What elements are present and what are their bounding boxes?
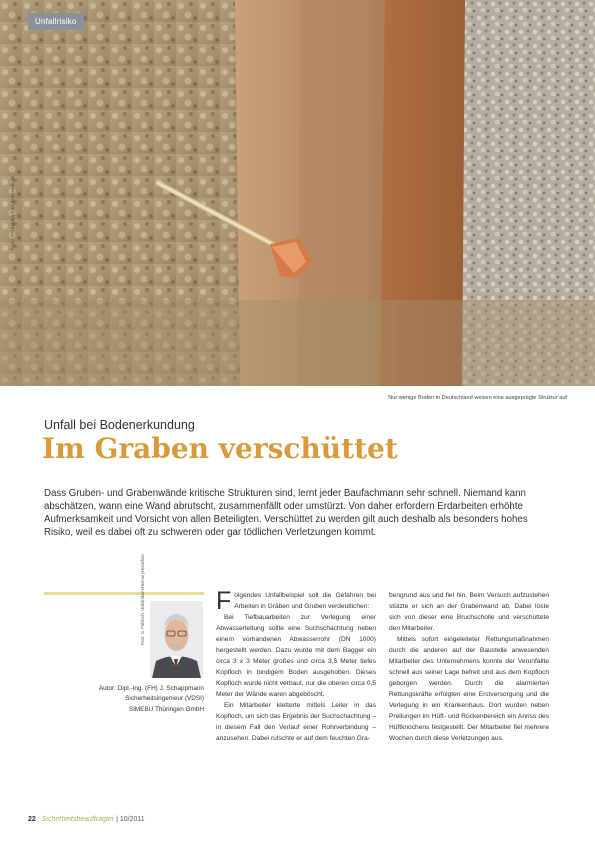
- author-box: [44, 684, 204, 715]
- paragraph: Mittels sofort eingeleiteter Rettungsmaßnahmen durch die anderen auf der Baustelle anwesenden Mitarbeiter des Unternehmens konnte der Verunfallte schnell aus seiner Lage befreit und aus dem Kopfloch geborgen werden. Durch die alarmierten Rettungskräfte erfolgten eine Erstversorgung und die Verlegung in ein Krankenhaus. Dort wurden neben Prellungen im Hüft- und Rückenbereich ein Anriss des Hüftknochens festgestellt. Der Mitarbeiter fiel mehrere Wochen durch diese Verletzungen aus.: [389, 636, 549, 742]
- author-portrait-image: [150, 601, 203, 678]
- photo-credit: Foto: ©Frankhöpfner.de/pixelio.de: [10, 175, 15, 250]
- author-portrait: [150, 601, 203, 678]
- divider-rule: [44, 592, 204, 595]
- hero-photo: [0, 0, 595, 386]
- paragraph-text: olgendes Unfallbeispiel soll die Gefahren bei Arbeiten in Gräben und Gruben verdeutlichen:: [234, 592, 376, 610]
- article-column-1: [216, 587, 376, 744]
- paragraph: Bei Tiefbauarbeiten zur Verlegung einer Abwasserleitung sollte eine Suchschachtung neben einem vorhandenen Abwasserrohr (DN 1000) hergestellt werden. Dazu wurde mit dem Bagger ein circa 3 x 3 Meter großes und circa 3,5 Meter tiefes Kopfloch in bindigem Boden ausgehoben. Dieses Kopfloch wurde nicht verbaut, nur die oberen circa 0,5 Meter der Wände waren abgeböscht.: [216, 614, 376, 698]
- page-number: 22: [28, 816, 36, 823]
- magazine-name: Sicherheitsbeauftragter: [41, 816, 115, 823]
- author-line-name: Autor: Dipl.-Ing. (FH) J. Schappmann: [98, 685, 204, 692]
- paragraph: [216, 587, 376, 615]
- article-column-2: [389, 590, 549, 744]
- author-line-company: SIMEBU Thüringen GmbH: [128, 705, 204, 713]
- portrait-credit: Foto: G. Fühlisch, Uniklinikum/Heimat pressefoto: [140, 554, 145, 645]
- article-kicker: Unfall bei Bodenerkundung: [44, 418, 195, 432]
- trench-image: [0, 0, 595, 386]
- paragraph: bengrund aus und fiel hin. Beim Versuch aufzustehen stützte er sich an der Grabenwand ab. Dabei löste sich von dieser eine Bruchscholle und verschüttete den Mitarbeiter.: [389, 592, 549, 632]
- drop-cap: F: [216, 587, 232, 615]
- section-tag: Unfallrisiko: [28, 13, 84, 30]
- article-title: Im Graben verschüttet: [42, 432, 398, 465]
- paragraph: Ein Mitarbeiter kletterte mittels Leiter in das Kopfloch, um sich das Ergebnis der Suchschachtung – in diesem Fall den Verlauf einer Rohrverbindung – anzusehen. Dabei rutschte er auf dem feuchten Gra-: [216, 702, 376, 742]
- author-line-title: Sicherheitsingenieur (VDSI): [125, 695, 204, 703]
- issue-number: | 10/2011: [116, 816, 145, 823]
- article-lead: Dass Gruben- und Grabenwände kritische Strukturen sind, lernt jeder Baufachmann sehr schnell. Niemand kann abschätzen, wann eine Wand abrutscht, zusammenfällt oder umstürzt. Von daher erfordern Erdarbeiten erhöhte Aufmerksamkeit und Vorsicht von allen Beteiligten. Verschüttet zu werden gilt auch deshalb als besonders hohes Risiko, weil es dabei oft zu schweren oder gar tödlichen Verletzungen kommt.: [44, 488, 528, 538]
- photo-caption: Nur wenige Boden in Deutschland weisen eine ausgeprägte Struktur auf: [388, 395, 567, 401]
- page-footer: [28, 816, 145, 823]
